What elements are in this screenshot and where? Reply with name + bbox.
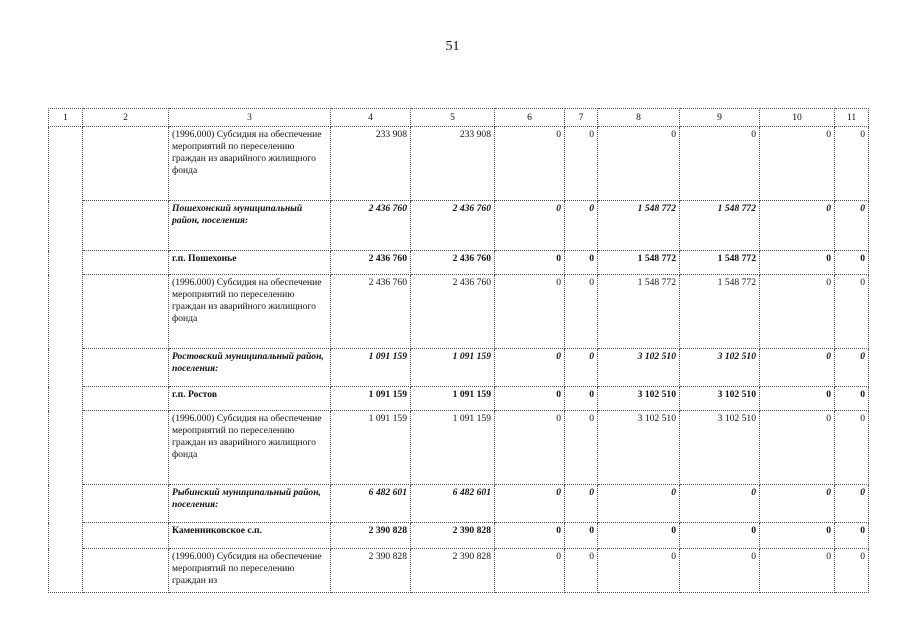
value-cell: 0 — [835, 127, 869, 201]
value-cell: 0 — [565, 387, 598, 411]
value-cell: 2 436 760 — [331, 201, 411, 251]
header-cell: 5 — [411, 109, 495, 127]
header-cell: 2 — [83, 109, 169, 127]
value-cell: 0 — [565, 523, 598, 549]
value-cell: 1 091 159 — [331, 411, 411, 485]
value-cell: 0 — [565, 549, 598, 593]
value-cell: 3 102 510 — [680, 411, 760, 485]
value-cell: 0 — [760, 275, 835, 349]
value-cell: 0 — [598, 485, 680, 523]
value-cell: 0 — [495, 411, 565, 485]
value-cell: 0 — [835, 201, 869, 251]
value-cell: 2 436 760 — [411, 275, 495, 349]
value-cell: 2 390 828 — [411, 523, 495, 549]
value-cell: 3 102 510 — [598, 349, 680, 387]
value-cell: 0 — [565, 127, 598, 201]
value-cell: 0 — [680, 523, 760, 549]
value-cell: 1 548 772 — [598, 251, 680, 275]
value-cell: 3 102 510 — [680, 387, 760, 411]
value-cell: 1 548 772 — [680, 201, 760, 251]
row-name: (1996.000) Субсидия на обеспечение мероприятий по переселению граждан из аварийного жилищного фонда — [169, 127, 331, 201]
value-cell: 0 — [835, 349, 869, 387]
value-cell: 1 091 159 — [331, 387, 411, 411]
value-cell: 0 — [835, 387, 869, 411]
value-cell: 0 — [835, 411, 869, 485]
value-cell: 0 — [495, 349, 565, 387]
value-cell: 1 091 159 — [411, 349, 495, 387]
value-cell: 0 — [495, 485, 565, 523]
row-name: Рыбинский муниципальный район, поселения: — [169, 485, 331, 523]
col2-cell — [83, 127, 169, 201]
table-row — [49, 549, 869, 593]
header-cell: 1 — [49, 109, 83, 127]
budget-table — [48, 108, 869, 593]
value-cell: 0 — [565, 411, 598, 485]
page-number: 51 — [445, 39, 460, 54]
value-cell: 0 — [760, 201, 835, 251]
value-cell: 0 — [565, 251, 598, 275]
value-cell: 0 — [760, 251, 835, 275]
table-row — [49, 127, 869, 201]
value-cell: 3 102 510 — [598, 411, 680, 485]
value-cell: 2 390 828 — [411, 549, 495, 593]
value-cell: 2 436 760 — [411, 201, 495, 251]
table-row — [49, 251, 869, 275]
value-cell: 0 — [495, 127, 565, 201]
col2-cell — [83, 411, 169, 485]
value-cell: 0 — [565, 485, 598, 523]
row-name: (1996.000) Субсидия на обеспечение мероприятий по переселению граждан из аварийного жилищного фонда — [169, 411, 331, 485]
col2-cell — [83, 349, 169, 387]
value-cell: 0 — [835, 275, 869, 349]
value-cell: 6 482 601 — [331, 485, 411, 523]
table-row — [49, 411, 869, 485]
header-row — [49, 109, 869, 127]
value-cell: 0 — [495, 275, 565, 349]
value-cell: 0 — [495, 549, 565, 593]
col2-cell — [83, 275, 169, 349]
value-cell: 0 — [680, 549, 760, 593]
value-cell: 1 091 159 — [331, 349, 411, 387]
value-cell: 0 — [760, 411, 835, 485]
value-cell: 2 436 760 — [411, 251, 495, 275]
value-cell: 1 548 772 — [680, 275, 760, 349]
value-cell: 0 — [495, 387, 565, 411]
header-cell: 6 — [495, 109, 565, 127]
value-cell: 0 — [565, 275, 598, 349]
value-cell: 2 436 760 — [331, 251, 411, 275]
header-cell: 4 — [331, 109, 411, 127]
row-name: Ростовский муниципальный район, поселения: — [169, 349, 331, 387]
table-row — [49, 485, 869, 523]
row-name: г.п. Ростов — [169, 387, 331, 411]
value-cell: 0 — [760, 523, 835, 549]
table-row — [49, 275, 869, 349]
row-name: Пошехонский муниципальный район, поселения: — [169, 201, 331, 251]
value-cell: 1 091 159 — [411, 411, 495, 485]
value-cell: 0 — [680, 127, 760, 201]
row-name: Каменниковское с.п. — [169, 523, 331, 549]
value-cell: 0 — [760, 387, 835, 411]
table-row — [49, 523, 869, 549]
value-cell: 0 — [598, 127, 680, 201]
value-cell: 1 091 159 — [411, 387, 495, 411]
value-cell: 0 — [680, 485, 760, 523]
value-cell: 0 — [598, 549, 680, 593]
value-cell: 2 436 760 — [331, 275, 411, 349]
header-cell: 11 — [835, 109, 869, 127]
value-cell: 0 — [835, 485, 869, 523]
col1-cell — [49, 127, 83, 593]
value-cell: 1 548 772 — [680, 251, 760, 275]
col2-cell — [83, 201, 169, 251]
value-cell: 2 390 828 — [331, 549, 411, 593]
col2-cell — [83, 549, 169, 593]
col2-cell — [83, 523, 169, 549]
col2-cell — [83, 485, 169, 523]
value-cell: 1 548 772 — [598, 275, 680, 349]
value-cell: 0 — [495, 201, 565, 251]
value-cell: 233 908 — [411, 127, 495, 201]
value-cell: 0 — [598, 523, 680, 549]
value-cell: 0 — [835, 251, 869, 275]
value-cell: 0 — [835, 549, 869, 593]
value-cell: 0 — [760, 485, 835, 523]
table-row — [49, 387, 869, 411]
value-cell: 0 — [760, 549, 835, 593]
value-cell: 0 — [565, 201, 598, 251]
value-cell: 3 102 510 — [598, 387, 680, 411]
row-name: (1996.000) Субсидия на обеспечение мероприятий по переселению граждан из — [169, 549, 331, 593]
header-cell: 10 — [760, 109, 835, 127]
value-cell: 2 390 828 — [331, 523, 411, 549]
value-cell: 0 — [760, 349, 835, 387]
row-name: г.п. Пошехонье — [169, 251, 331, 275]
col2-cell — [83, 387, 169, 411]
header-cell: 9 — [680, 109, 760, 127]
col2-cell — [83, 251, 169, 275]
table-row — [49, 349, 869, 387]
value-cell: 6 482 601 — [411, 485, 495, 523]
row-name: (1996.000) Субсидия на обеспечение мероприятий по переселению граждан из аварийного жилищного фонда — [169, 275, 331, 349]
header-cell: 7 — [565, 109, 598, 127]
table-row — [49, 201, 869, 251]
value-cell: 1 548 772 — [598, 201, 680, 251]
header-cell: 3 — [169, 109, 331, 127]
value-cell: 233 908 — [331, 127, 411, 201]
value-cell: 0 — [495, 251, 565, 275]
value-cell: 3 102 510 — [680, 349, 760, 387]
value-cell: 0 — [565, 349, 598, 387]
value-cell: 0 — [835, 523, 869, 549]
value-cell: 0 — [760, 127, 835, 201]
value-cell: 0 — [495, 523, 565, 549]
header-cell: 8 — [598, 109, 680, 127]
